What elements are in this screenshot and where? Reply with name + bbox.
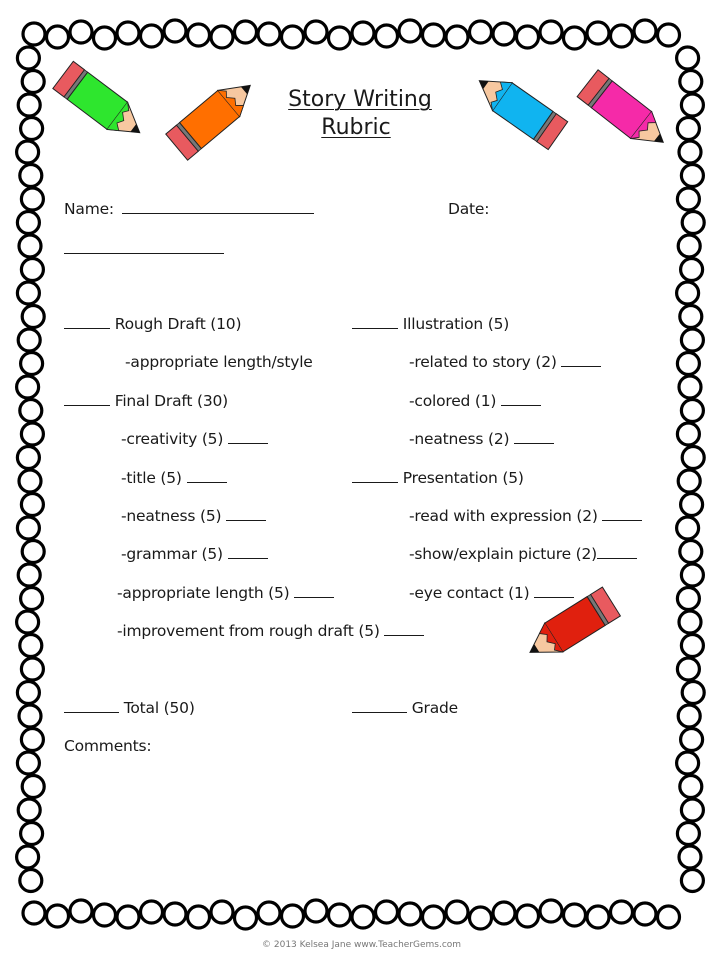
criterion-improvement <box>117 622 424 640</box>
criterion-colored <box>409 392 541 410</box>
presentation-score-blank[interactable] <box>352 482 398 483</box>
grade-row <box>352 699 458 717</box>
criterion-label: -show/explain picture (2) <box>409 545 598 563</box>
criterion-label: -neatness (5) <box>121 507 222 525</box>
criterion-label: -appropriate length (5) <box>117 584 290 602</box>
blue-pencil-icon <box>460 55 575 160</box>
comments-label: Comments: <box>64 737 152 755</box>
date-label: Date: <box>448 200 490 218</box>
title-line-2: Rubric <box>321 115 391 140</box>
criterion-blank[interactable] <box>597 558 637 559</box>
criterion-illustration-neatness <box>409 430 554 448</box>
orange-pencil-icon <box>160 65 270 165</box>
copyright-footer: © 2013 Kelsea Jane www.TeacherGems.com <box>262 940 462 950</box>
criterion-related-to-story <box>409 353 601 371</box>
grade-blank[interactable] <box>352 712 407 713</box>
criterion-blank[interactable] <box>602 520 642 521</box>
criterion-label: -improvement from rough draft (5) <box>117 622 380 640</box>
name-label: Name: <box>64 200 114 218</box>
total-score-blank[interactable] <box>64 712 119 713</box>
pink-pencil-icon <box>572 62 682 167</box>
final-draft-score-blank[interactable] <box>64 405 110 406</box>
rough-draft-row <box>64 315 241 333</box>
criterion-show-explain-picture <box>409 545 637 563</box>
rough-draft-label: Rough Draft (10) <box>114 315 242 333</box>
criterion-blank[interactable] <box>294 597 334 598</box>
criterion-eye-contact <box>409 584 574 602</box>
presentation-label: Presentation (5) <box>402 469 524 487</box>
criterion-blank[interactable] <box>226 520 266 521</box>
criterion-neatness <box>121 507 266 525</box>
illustration-row <box>352 315 509 333</box>
name-blank[interactable] <box>122 213 314 214</box>
criterion-grammar <box>121 545 268 563</box>
total-label: Total (50) <box>123 699 195 717</box>
rough-draft-criterion: -appropriate length/style <box>125 353 313 371</box>
criterion-label: -colored (1) <box>409 392 497 410</box>
criterion-appropriate-length <box>117 584 334 602</box>
grade-label: Grade <box>411 699 458 717</box>
criterion-label: -related to story (2) <box>409 353 557 371</box>
title-line-1: Story Writing <box>288 87 432 112</box>
presentation-row <box>352 469 524 487</box>
criterion-label: -eye contact (1) <box>409 584 530 602</box>
date-blank[interactable] <box>64 253 224 254</box>
green-pencil-icon <box>48 55 158 155</box>
criterion-title <box>121 469 227 487</box>
criterion-label: -creativity (5) <box>121 430 224 448</box>
criterion-blank[interactable] <box>384 635 424 636</box>
final-draft-row <box>64 392 228 410</box>
criterion-blank[interactable] <box>187 482 227 483</box>
criterion-blank[interactable] <box>501 405 541 406</box>
illustration-label: Illustration (5) <box>402 315 510 333</box>
criterion-blank[interactable] <box>561 366 601 367</box>
criterion-label: -neatness (2) <box>409 430 510 448</box>
criterion-label: -grammar (5) <box>121 545 223 563</box>
criterion-creativity <box>121 430 268 448</box>
final-draft-label: Final Draft (30) <box>114 392 228 410</box>
comments-area[interactable] <box>64 760 654 890</box>
name-field[interactable] <box>64 200 314 218</box>
criterion-blank[interactable] <box>228 558 268 559</box>
criterion-blank[interactable] <box>228 443 268 444</box>
criterion-label: -read with expression (2) <box>409 507 598 525</box>
illustration-score-blank[interactable] <box>352 328 398 329</box>
criterion-blank[interactable] <box>534 597 574 598</box>
total-row <box>64 699 195 717</box>
criterion-label: -title (5) <box>121 469 182 487</box>
rough-draft-score-blank[interactable] <box>64 328 110 329</box>
criterion-read-with-expression <box>409 507 642 525</box>
criterion-blank[interactable] <box>514 443 554 444</box>
